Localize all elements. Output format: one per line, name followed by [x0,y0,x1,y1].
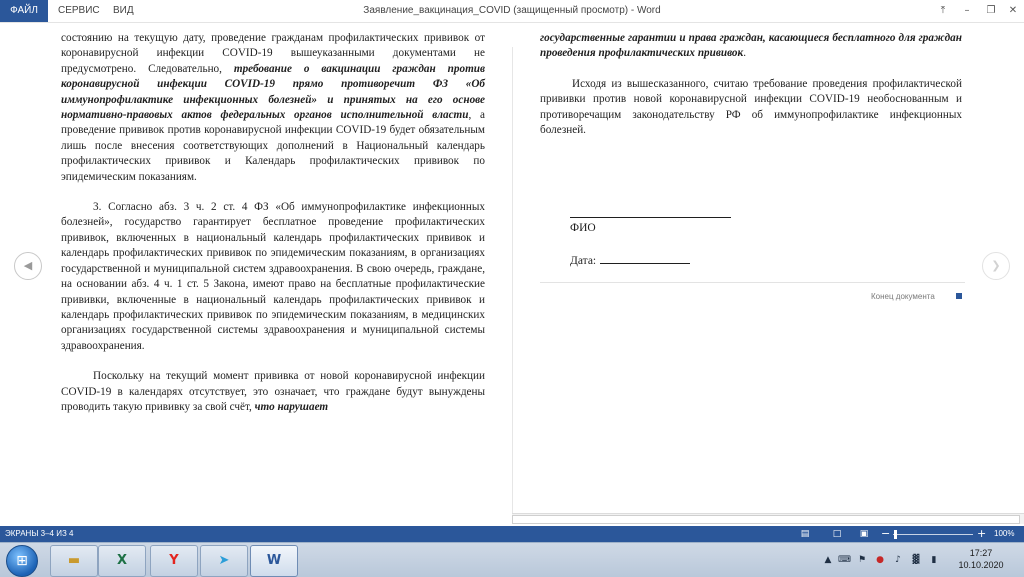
yandex-browser-icon: Y [169,553,179,568]
horizontal-scrollbar[interactable] [512,513,1024,524]
system-clock[interactable] [948,547,1014,571]
text-run: , а проведение прививок против коронавирусной инфекции COVID-19 будет обязательным лишь после внесения соответствующих дополнений в Национальный календарь профилактических прививок и Календарь профилактических прививок по эпидемическим показаниям. [61,109,485,183]
restore-icon[interactable]: ❐ [986,5,996,16]
volume-icon[interactable]: ♪ [895,555,901,565]
taskbar-excel[interactable] [98,545,146,577]
date-label: Дата: [570,255,597,267]
page-right [540,31,962,138]
scrollbar-thumb[interactable] [512,515,1020,524]
show-hidden-icons[interactable]: ▲ [824,555,832,565]
taskbar-word[interactable] [250,545,298,577]
flag-icon[interactable]: ⚑ [857,555,867,565]
network-icon[interactable]: ▓ [912,555,920,565]
battery-icon[interactable]: ▮ [931,555,937,565]
chevron-left-icon: ◀ [23,259,33,272]
web-layout-icon[interactable]: ▣ [859,529,869,539]
date-field [570,253,690,267]
explorer-icon: ▬ [67,553,81,568]
end-divider [540,282,965,283]
text-run: 3. Согласно абз. 3 ч. 2 ст. 4 ФЗ «Об иммунопрофилактике инфекционных болезней», государство гарантирует бесплатное проведение профилактических прививок, включенных в национальный календарь профилактических прививок и календарь профилактических прививок по эпидемическим показаниям, в организациях государственной и муниципальной систем здравоохранения. В свою очередь, граждане, на основании абз. 4 ч. 1 ст. 5 Закона, имеют право на бесплатные профилактические прививки, включенные в национальный календарь профилактических прививок и календарь профилактических прививок по эпидемическим показаниям, в медицинских организациях государственной системы здравоохранения и муниципальной системы здравоохранения. [61,201,485,352]
emphasized-text: требование о вакцинации граждан против коронавирусной инфекции COVID-19 прямо противоречит ФЗ «Об иммунопрофилактике инфекционных болезней» и принятых на его основе нормативно-правовых актов федеральных органов исполнительной власти [61,62,485,122]
zoom-out-button[interactable]: − [881,527,891,540]
windows-logo-icon: ⊞ [16,553,28,569]
zoom-level[interactable]: 100% [994,529,1015,538]
emphasized-text: государственные гарантии и права граждан, касающиеся бесплатного для граждан проведения профилактических прививок [540,32,962,60]
ribbon-display-icon[interactable]: ⤒ [940,5,946,16]
taskbar [0,542,1024,577]
signature-line [570,217,731,218]
menu-view[interactable]: ВИД [113,5,134,16]
text-run: . [743,47,746,60]
fio-label: ФИО [570,222,596,234]
menu-service[interactable]: СЕРВИС [58,5,100,16]
print-layout-icon[interactable]: □ [832,529,842,539]
text-run: состоянию на текущую дату, проведение гражданам профилактических прививок от коронавирусной инфекции COVID-19 вышеуказанными документами не предусмотрено. Следовательно, [61,32,485,75]
close-icon[interactable]: ✕ [1008,5,1018,16]
text-run: Поскольку на текущий момент прививка от новой коронавирусной инфекции COVID-19 в календарях отсутствует, это означает, что граждане будут вынуждены проводить такую прививку за свой счёт, [61,370,485,413]
end-of-document-marker [956,293,962,299]
document-title: Заявление_вакцинация_COVID (защищенный просмотр) - Word [363,5,661,16]
read-mode-icon[interactable]: ▤ [800,529,810,539]
date-line [600,253,690,264]
menu-file[interactable]: ФАЙЛ [0,0,48,22]
zoom-slider[interactable] [893,534,973,535]
paragraph [540,77,962,139]
text-run: Исходя из вышесказанного, считаю требование проведения профилактической прививки против новой коронавирусной инфекции COVID-19 необоснованным и противоречащим законодательству РФ об иммунопрофилактике инфекционных болезней. [540,77,962,137]
chevron-right-icon: ❯ [991,259,1001,272]
telegram-icon: ➤ [218,553,230,568]
taskbar-yandex-browser[interactable] [150,545,198,577]
page-left [61,31,485,415]
paragraph [61,369,485,415]
start-button[interactable] [6,545,38,577]
previous-page-button[interactable] [14,252,42,280]
taskbar-explorer[interactable] [50,545,98,577]
zoom-slider-thumb[interactable] [894,530,897,539]
paragraph [61,31,485,185]
emphasized-text: что нарушает [254,400,329,413]
page-counter: ЭКРАНЫ 3–4 ИЗ 4 [5,529,74,538]
minimize-icon[interactable]: – [964,5,970,16]
zoom-in-button[interactable]: + [977,527,987,540]
taskbar-telegram[interactable] [200,545,248,577]
status-bar [0,526,1024,542]
clock-time: 17:27 [969,548,993,558]
clock-date: 10.10.2020 [958,560,1004,570]
paragraph [540,31,962,62]
title-bar [0,0,1024,23]
keyboard-icon[interactable]: ⌨ [838,555,851,565]
next-page-button[interactable] [982,252,1010,280]
excel-icon: X [116,553,128,568]
end-of-document-label: Конец документа [871,292,935,301]
app-icon[interactable]: ● [876,555,884,565]
paragraph [61,200,485,354]
word-icon: W [266,553,282,568]
page-divider [512,47,513,517]
